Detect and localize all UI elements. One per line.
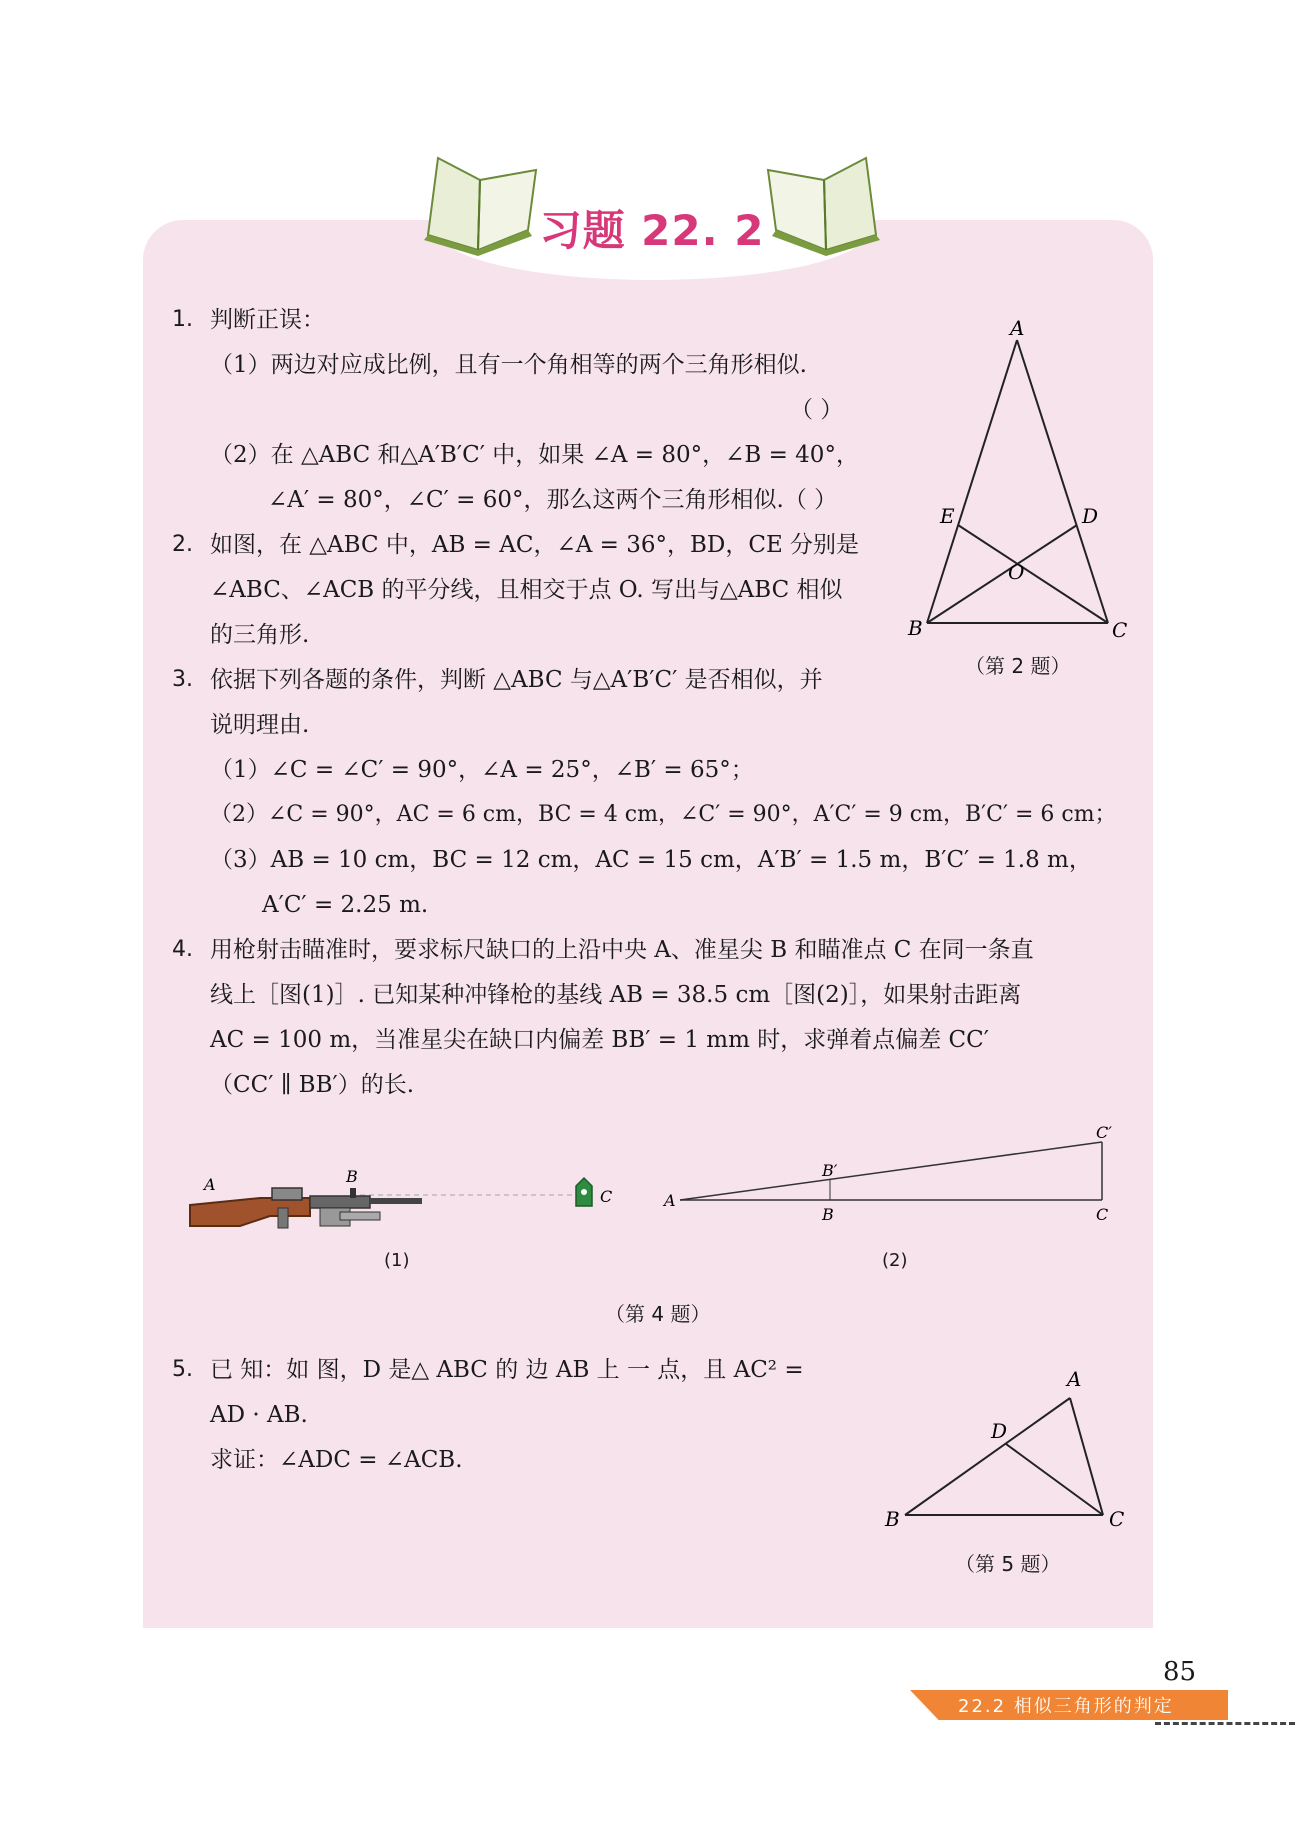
fig4-gun-label-C: C <box>600 1187 613 1206</box>
fig2-label-A: A <box>1010 316 1025 340</box>
q4-line2: 线上［图(1)］. 已知某种冲锋枪的基线 AB = 38.5 cm［图(2)］，如果射击距离 <box>210 982 1022 1008</box>
title-banner <box>418 150 886 280</box>
figure-2-caption: （第 2 题） <box>965 654 1071 678</box>
fig5-label-B: B <box>885 1507 900 1531</box>
q2-line2: ∠ABC、∠ACB 的平分线，且相交于点 O. 写出与△ABC 相似 <box>210 577 843 603</box>
q2-number: 2. <box>172 532 193 557</box>
figure-4-triangle-diagram <box>660 1120 1130 1240</box>
q2-line3: 的三角形. <box>210 622 310 648</box>
q1-part2-line1: （2）在 △ABC 和△A′B′C′ 中，如果 ∠A = 80°，∠B = 40°， <box>210 442 859 468</box>
q1-part1-blank: （ ） <box>790 397 844 423</box>
page-number: 85 <box>1163 1657 1197 1687</box>
q5-line2: AD · AB. <box>210 1402 308 1428</box>
q1-number: 1. <box>172 307 193 332</box>
fig2-label-D: D <box>1082 504 1099 528</box>
q1-part1: （1）两边对应成比例，且有一个角相等的两个三角形相似. <box>210 352 807 378</box>
q4-line1: 用枪射击瞄准时，要求标尺缺口的上沿中央 A、准星尖 B 和瞄准点 C 在同一条直 <box>210 937 1034 963</box>
fig4-gun-label-A: A <box>204 1175 216 1194</box>
fig4-gun-label-B: B <box>346 1167 358 1186</box>
fig5-label-A: A <box>1067 1367 1082 1391</box>
fig5-label-C: C <box>1109 1507 1125 1531</box>
figure-2-triangle <box>900 315 1140 645</box>
figure-4-sub1-caption: (1) <box>384 1250 410 1271</box>
fig2-label-E: E <box>940 504 955 528</box>
footer-dashed-rule <box>1155 1722 1295 1725</box>
figure-4-caption: （第 4 题） <box>605 1302 711 1326</box>
q3-number: 3. <box>172 667 193 692</box>
q3-line2: 说明理由. <box>210 712 310 738</box>
fig4-tri-label-Cp: C′ <box>1096 1123 1112 1142</box>
fig4-tri-label-A: A <box>664 1191 676 1210</box>
q3-line1: 依据下列各题的条件，判断 △ABC 与△A′B′C′ 是否相似，并 <box>210 667 823 693</box>
q4-number: 4. <box>172 937 193 962</box>
q3-part1: （1）∠C = ∠C′ = 90°，∠A = 25°，∠B′ = 65°； <box>210 757 754 783</box>
q4-line4: （CC′ ∥ BB′）的长. <box>210 1072 415 1098</box>
q1-part2-line2: ∠A′ = 80°，∠C′ = 60°，那么这两个三角形相似.（ ） <box>268 487 838 513</box>
q1-stem: 判断正误： <box>210 307 325 333</box>
q3-part3-line2: A′C′ = 2.25 m. <box>262 892 429 918</box>
figure-5-caption: （第 5 题） <box>955 1552 1061 1576</box>
figure-4-gun-diagram <box>180 1160 640 1260</box>
fig2-label-O: O <box>1008 560 1025 584</box>
fig4-tri-label-B: B <box>822 1205 834 1224</box>
q3-part3-line1: （3）AB = 10 cm，BC = 12 cm，AC = 15 cm，A′B′ = 1.5 m，B′C′ = 1.8 m， <box>210 847 1092 873</box>
fig4-tri-label-Bp: B′ <box>822 1161 838 1180</box>
q3-part2: （2）∠C = 90°，AC = 6 cm，BC = 4 cm，∠C′ = 90°，A′C′ = 9 cm，B′C′ = 6 cm； <box>210 802 1117 827</box>
exercise-title: 习题 22. 2 <box>539 206 765 255</box>
q2-line1: 如图，在 △ABC 中，AB = AC，∠A = 36°，BD，CE 分别是 <box>210 532 860 558</box>
fig5-label-D: D <box>991 1419 1008 1443</box>
fig4-tri-label-C: C <box>1096 1205 1109 1224</box>
figure-4-sub2-caption: (2) <box>882 1250 908 1271</box>
q5-line1: 已 知：如 图，D 是△ ABC 的 边 AB 上 一 点，且 AC² = <box>210 1357 804 1383</box>
fig2-label-C: C <box>1112 618 1128 642</box>
q4-line3: AC = 100 m，当准星尖在缺口内偏差 BB′ = 1 mm 时，求弹着点偏差 CC′ <box>210 1027 989 1053</box>
q5-line3: 求证：∠ADC = ∠ACB. <box>210 1447 463 1473</box>
fig2-label-B: B <box>908 616 923 640</box>
figure-5-triangle <box>875 1360 1140 1535</box>
section-footer-label: 22.2 相似三角形的判定 <box>958 1696 1174 1717</box>
q5-number: 5. <box>172 1357 193 1382</box>
